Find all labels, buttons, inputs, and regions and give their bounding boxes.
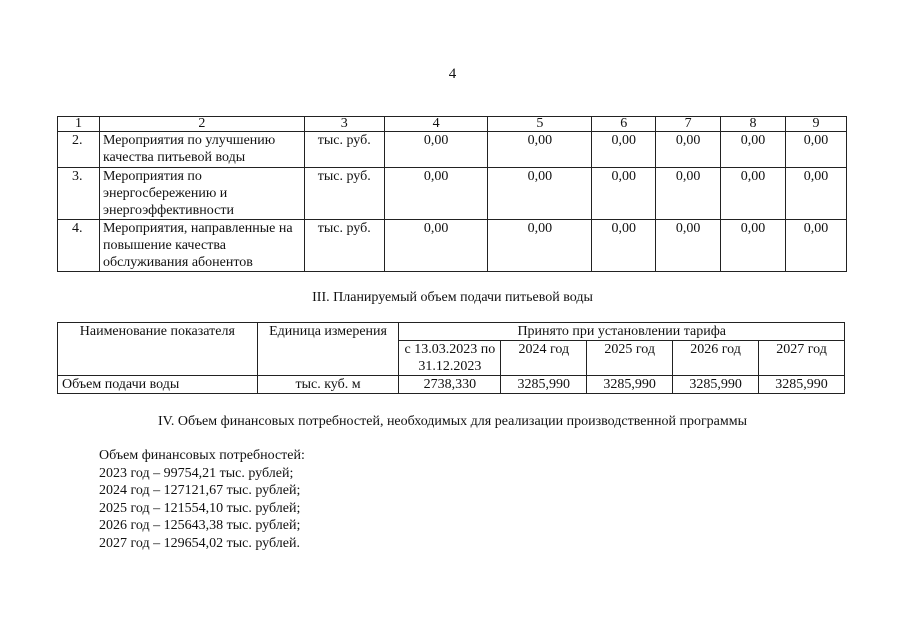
row-value: 3285,990 xyxy=(587,376,673,394)
row-value: 0,00 xyxy=(656,168,721,220)
page-number: 4 xyxy=(448,66,457,82)
row-value: 0,00 xyxy=(384,220,488,272)
row-value: 0,00 xyxy=(488,132,592,168)
row-number: 3. xyxy=(58,168,100,220)
financial-needs-line: 2025 год – 121554,10 тыс. рублей; xyxy=(99,500,301,516)
period-header: 2027 год xyxy=(759,341,845,376)
financial-needs-line: 2024 год – 127121,67 тыс. рублей; xyxy=(99,483,301,499)
table-row xyxy=(58,168,847,220)
column-header: 5 xyxy=(488,117,592,132)
row-name: Мероприятия по улучшению качества питьевой воды xyxy=(99,132,304,168)
table-header-row xyxy=(58,117,847,132)
row-value: 0,00 xyxy=(384,168,488,220)
row-value: 0,00 xyxy=(656,220,721,272)
financial-needs-line: 2023 год – 99754,21 тыс. рублей; xyxy=(99,465,294,481)
column-header-unit: Единица измерения xyxy=(257,323,399,376)
row-number: 2. xyxy=(58,132,100,168)
table-header-row xyxy=(58,323,845,341)
row-value: 2738,330 xyxy=(399,376,501,394)
row-value: 0,00 xyxy=(656,132,721,168)
row-value: 3285,990 xyxy=(759,376,845,394)
column-header: 4 xyxy=(384,117,488,132)
row-name: Объем подачи воды xyxy=(58,376,258,394)
column-header-indicator: Наименование показателя xyxy=(58,323,258,376)
period-header: 2026 год xyxy=(673,341,759,376)
row-value: 0,00 xyxy=(592,220,656,272)
activities-table xyxy=(57,116,847,272)
row-value: 0,00 xyxy=(592,168,656,220)
row-value: 0,00 xyxy=(592,132,656,168)
row-value: 3285,990 xyxy=(673,376,759,394)
row-value: 0,00 xyxy=(721,132,786,168)
column-header: 7 xyxy=(656,117,721,132)
row-value: 3285,990 xyxy=(501,376,587,394)
row-unit: тыс. руб. xyxy=(304,132,384,168)
row-number: 4. xyxy=(58,220,100,272)
section-title-financial-needs: IV. Объем финансовых потребностей, необходимых для реализации производственной программы xyxy=(157,414,748,429)
financial-needs-line: 2027 год – 129654,02 тыс. рублей. xyxy=(99,535,300,551)
row-unit: тыс. руб. xyxy=(304,220,384,272)
column-header: 1 xyxy=(58,117,100,132)
period-header: с 13.03.2023 по 31.12.2023 xyxy=(399,341,501,376)
financial-needs-block xyxy=(99,447,305,553)
row-value: 0,00 xyxy=(488,168,592,220)
row-value: 0,00 xyxy=(786,220,847,272)
column-header: 8 xyxy=(721,117,786,132)
row-value: 0,00 xyxy=(786,132,847,168)
supply-volume-table xyxy=(57,322,845,394)
period-header: 2024 год xyxy=(501,341,587,376)
period-header: 2025 год xyxy=(587,341,673,376)
row-value: 0,00 xyxy=(488,220,592,272)
column-header-group: Принято при установлении тарифа xyxy=(399,323,845,341)
column-header: 3 xyxy=(304,117,384,132)
financial-needs-heading: Объем финансовых потребностей: xyxy=(99,448,305,463)
row-name: Мероприятия, направленные на повышение качества обслуживания абонентов xyxy=(99,220,304,272)
row-unit: тыс. куб. м xyxy=(257,376,399,394)
column-header: 2 xyxy=(99,117,304,132)
table-row xyxy=(58,220,847,272)
row-value: 0,00 xyxy=(721,220,786,272)
column-header: 9 xyxy=(786,117,847,132)
column-header: 6 xyxy=(592,117,656,132)
section-title-supply-volume: III. Планируемый объем подачи питьевой воды xyxy=(312,290,593,305)
row-value: 0,00 xyxy=(384,132,488,168)
table-row xyxy=(58,376,845,394)
table-row xyxy=(58,132,847,168)
row-unit: тыс. руб. xyxy=(304,168,384,220)
row-value: 0,00 xyxy=(786,168,847,220)
financial-needs-line: 2026 год – 125643,38 тыс. рублей; xyxy=(99,518,301,534)
row-value: 0,00 xyxy=(721,168,786,220)
row-name: Мероприятия по энергосбережению и энергоэффективности xyxy=(99,168,304,220)
